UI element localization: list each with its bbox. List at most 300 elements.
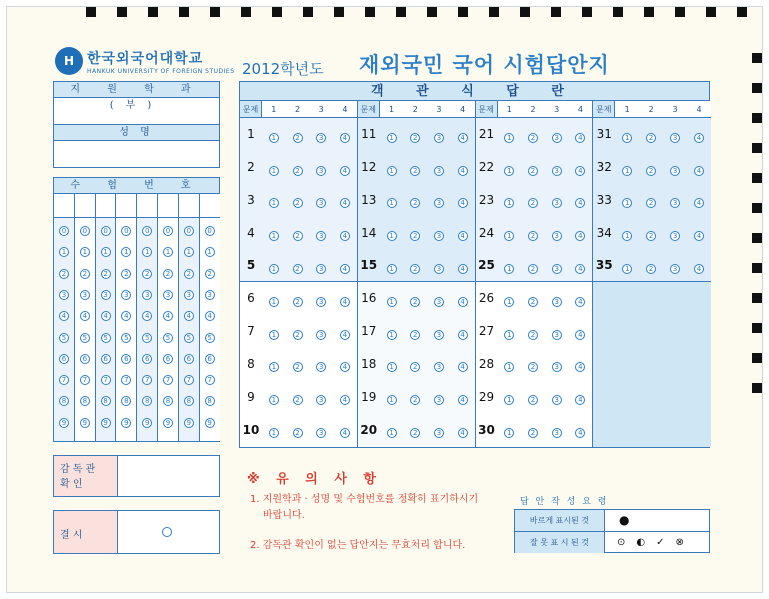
- answer-bubble[interactable]: 1: [504, 133, 514, 143]
- timing-mark: [752, 353, 762, 363]
- timing-mark: [752, 53, 762, 63]
- exam-number-bubble[interactable]: 9: [121, 418, 131, 428]
- answer-bubble[interactable]: 2: [293, 166, 303, 176]
- answer-bubble[interactable]: 1: [504, 166, 514, 176]
- exam-number-bubble[interactable]: 8: [80, 396, 90, 406]
- exam-number-digit-box[interactable]: [158, 194, 178, 218]
- answer-bubble[interactable]: 2: [646, 133, 656, 143]
- answer-section-title: 객 관 식 답 란: [240, 82, 709, 101]
- answer-bubble[interactable]: 3: [434, 362, 444, 372]
- exam-number-bubble[interactable]: 2: [142, 269, 152, 279]
- answer-bubble[interactable]: 2: [293, 198, 303, 208]
- answer-bubble[interactable]: 4: [458, 264, 468, 274]
- supervisor-box: [53, 455, 220, 497]
- choice-header: 4: [342, 105, 348, 114]
- answer-bubble[interactable]: 2: [646, 198, 656, 208]
- timing-mark: [303, 7, 313, 17]
- exam-number-column: [96, 194, 117, 441]
- exam-number-bubble[interactable]: 6: [59, 354, 69, 364]
- timing-mark: [210, 7, 220, 17]
- question-number: 23: [478, 192, 495, 207]
- answer-bubble[interactable]: 1: [387, 395, 397, 405]
- exam-number-bubble[interactable]: 3: [59, 290, 69, 300]
- question-header: 문제: [358, 101, 380, 117]
- exam-number-bubble[interactable]: 4: [101, 311, 111, 321]
- answer-bubble[interactable]: 1: [504, 198, 514, 208]
- exam-number-digit-box[interactable]: [137, 194, 157, 218]
- timing-mark: [582, 7, 592, 17]
- answer-bubble[interactable]: 1: [387, 297, 397, 307]
- answer-bubble[interactable]: 1: [387, 166, 397, 176]
- answer-bubble[interactable]: 2: [410, 264, 420, 274]
- exam-number-bubble[interactable]: 2: [184, 269, 194, 279]
- answer-bubble[interactable]: 2: [410, 166, 420, 176]
- question-number: 4: [247, 225, 255, 240]
- page-title: 재외국민 국어 시험답안지: [359, 53, 610, 77]
- answer-bubble[interactable]: 4: [575, 133, 585, 143]
- answer-bubble[interactable]: 3: [434, 231, 444, 241]
- answer-bubble[interactable]: 1: [504, 428, 514, 438]
- exam-number-bubble[interactable]: 4: [59, 311, 69, 321]
- exam-number-bubble[interactable]: 9: [184, 418, 194, 428]
- answer-bubble[interactable]: 1: [504, 362, 514, 372]
- choice-header: 3: [554, 105, 560, 114]
- answer-bubble[interactable]: 2: [528, 198, 538, 208]
- answer-bubble[interactable]: 1: [504, 330, 514, 340]
- answer-bubble[interactable]: 3: [316, 133, 326, 143]
- answer-bubble[interactable]: 3: [434, 198, 444, 208]
- answer-bubble[interactable]: 4: [458, 231, 468, 241]
- answer-bubble[interactable]: 2: [646, 166, 656, 176]
- answer-block: [593, 101, 711, 447]
- notice-item-2: 2. 감독관 확인이 없는 답안지는 무효처리 합니다.: [250, 540, 466, 551]
- answer-bubble[interactable]: 3: [316, 166, 326, 176]
- answer-bubble[interactable]: 4: [458, 428, 468, 438]
- answer-bubble[interactable]: 2: [410, 231, 420, 241]
- exam-number-bubble[interactable]: 1: [142, 247, 152, 257]
- answer-bubble[interactable]: 3: [316, 428, 326, 438]
- answer-bubble[interactable]: 4: [340, 231, 350, 241]
- dept-label: 지 원 학 과 (부): [54, 82, 219, 98]
- answer-bubble[interactable]: 1: [622, 231, 632, 241]
- question-header: 문제: [593, 101, 615, 117]
- choice-header: 2: [530, 105, 536, 114]
- exam-number-bubble[interactable]: 1: [121, 247, 131, 257]
- answer-bubble[interactable]: 4: [575, 362, 585, 372]
- answer-bubble[interactable]: 2: [528, 133, 538, 143]
- question-number: 22: [478, 160, 495, 175]
- exam-number-digit-box[interactable]: [75, 194, 95, 218]
- answer-row: [358, 118, 475, 151]
- answer-bubble[interactable]: 2: [410, 297, 420, 307]
- answer-bubble[interactable]: 3: [552, 133, 562, 143]
- answer-bubble[interactable]: 1: [387, 133, 397, 143]
- exam-number-bubble[interactable]: 0: [205, 226, 215, 236]
- answer-bubble[interactable]: 3: [316, 264, 326, 274]
- exam-number-bubble[interactable]: 3: [80, 290, 90, 300]
- answer-bubble[interactable]: 1: [504, 395, 514, 405]
- answer-bubble[interactable]: 4: [694, 264, 704, 274]
- answer-bubble[interactable]: 3: [316, 395, 326, 405]
- answer-bubble[interactable]: 2: [528, 362, 538, 372]
- answer-bubble[interactable]: 1: [504, 231, 514, 241]
- answer-bubble[interactable]: 4: [340, 330, 350, 340]
- exam-number-bubble[interactable]: 8: [163, 396, 173, 406]
- answer-bubble[interactable]: 1: [387, 198, 397, 208]
- answer-bubble[interactable]: 2: [646, 264, 656, 274]
- timing-mark: [752, 143, 762, 153]
- question-number: 25: [478, 258, 495, 273]
- exam-number-bubble[interactable]: 5: [59, 333, 69, 343]
- exam-number-bubble[interactable]: 3: [163, 290, 173, 300]
- answer-bubble[interactable]: 2: [293, 362, 303, 372]
- answer-bubble[interactable]: 1: [504, 264, 514, 274]
- exam-number-bubble[interactable]: 2: [205, 269, 215, 279]
- exam-number-bubble[interactable]: 6: [121, 354, 131, 364]
- exam-number-bubble[interactable]: 7: [80, 375, 90, 385]
- exam-number-bubble[interactable]: 5: [163, 333, 173, 343]
- exam-number-bubble[interactable]: 8: [121, 396, 131, 406]
- answer-bubble[interactable]: 4: [458, 362, 468, 372]
- answer-bubble[interactable]: 1: [269, 362, 279, 372]
- answer-bubble[interactable]: 2: [410, 362, 420, 372]
- timing-mark: [117, 7, 127, 17]
- answer-bubble[interactable]: 4: [575, 297, 585, 307]
- exam-number-bubble[interactable]: 1: [184, 247, 194, 257]
- answer-row: [476, 348, 593, 381]
- answer-bubble[interactable]: 4: [340, 133, 350, 143]
- answer-bubble[interactable]: 3: [670, 166, 680, 176]
- exam-number-bubble[interactable]: 8: [142, 396, 152, 406]
- answer-row: [476, 151, 593, 184]
- answer-bubble[interactable]: 2: [528, 297, 538, 307]
- answer-row: [358, 413, 475, 446]
- exam-number-bubble[interactable]: 7: [59, 375, 69, 385]
- answer-bubble[interactable]: 3: [434, 297, 444, 307]
- exam-number-bubble[interactable]: 3: [184, 290, 194, 300]
- answer-bubble[interactable]: 3: [552, 330, 562, 340]
- exam-number-bubble[interactable]: 5: [205, 333, 215, 343]
- exam-number-digit-box[interactable]: [179, 194, 199, 218]
- answer-bubble[interactable]: 4: [458, 330, 468, 340]
- exam-number-bubble[interactable]: 8: [101, 396, 111, 406]
- exam-number-bubble[interactable]: 0: [184, 226, 194, 236]
- exam-number-bubble[interactable]: 7: [184, 375, 194, 385]
- exam-number-bubble[interactable]: 9: [205, 418, 215, 428]
- answer-bubble[interactable]: 2: [410, 133, 420, 143]
- answer-bubble[interactable]: 3: [316, 198, 326, 208]
- answer-bubble[interactable]: 3: [552, 395, 562, 405]
- question-number: 16: [361, 291, 377, 306]
- exam-number-bubble[interactable]: 7: [163, 375, 173, 385]
- question-number: 20: [360, 422, 378, 437]
- question-number: 13: [361, 192, 377, 207]
- exam-number-bubble[interactable]: 7: [142, 375, 152, 385]
- answer-bubble[interactable]: 3: [316, 297, 326, 307]
- answer-bubble[interactable]: 1: [269, 330, 279, 340]
- exam-number-bubble[interactable]: 4: [121, 311, 131, 321]
- answer-bubble[interactable]: 1: [387, 362, 397, 372]
- exam-number-bubble[interactable]: 2: [80, 269, 90, 279]
- answer-bubble[interactable]: 2: [528, 166, 538, 176]
- answer-bubble[interactable]: 4: [575, 428, 585, 438]
- exam-number-bubble[interactable]: 0: [101, 226, 111, 236]
- answer-bubble[interactable]: 3: [316, 362, 326, 372]
- answer-bubble[interactable]: 2: [528, 231, 538, 241]
- question-number: 12: [361, 160, 377, 175]
- answer-bubble[interactable]: 4: [340, 395, 350, 405]
- exam-number-digit-box[interactable]: [96, 194, 116, 218]
- question-number: 1: [247, 127, 255, 142]
- exam-number-column: [75, 194, 96, 441]
- answer-bubble[interactable]: 3: [670, 133, 680, 143]
- exam-number-bubble[interactable]: 4: [184, 311, 194, 321]
- exam-number-bubble[interactable]: 1: [101, 247, 111, 257]
- answer-bubble[interactable]: 3: [670, 264, 680, 274]
- exam-number-bubble[interactable]: 8: [59, 396, 69, 406]
- question-number: 28: [478, 356, 495, 371]
- exam-number-bubble[interactable]: 3: [205, 290, 215, 300]
- answer-bubble[interactable]: 1: [269, 198, 279, 208]
- answer-bubble[interactable]: 3: [552, 362, 562, 372]
- exam-number-bubble[interactable]: 8: [205, 396, 215, 406]
- timing-mark: [752, 263, 762, 273]
- answer-bubble[interactable]: 4: [694, 231, 704, 241]
- answer-bubble[interactable]: 4: [575, 231, 585, 241]
- exam-number-bubble[interactable]: 7: [205, 375, 215, 385]
- choice-header: 4: [577, 105, 583, 114]
- answer-bubble[interactable]: 3: [552, 231, 562, 241]
- answer-bubble[interactable]: 3: [434, 330, 444, 340]
- question-number: 2: [247, 160, 255, 175]
- answer-bubble[interactable]: 3: [434, 428, 444, 438]
- answer-bubble[interactable]: 1: [269, 133, 279, 143]
- answer-bubble[interactable]: 4: [575, 395, 585, 405]
- answer-bubble[interactable]: 3: [552, 166, 562, 176]
- answer-bubble[interactable]: 4: [575, 198, 585, 208]
- answer-bubble[interactable]: 1: [622, 166, 632, 176]
- exam-number-column: [116, 194, 137, 441]
- answer-bubble[interactable]: 2: [528, 428, 538, 438]
- answer-bubble[interactable]: 1: [387, 428, 397, 438]
- answer-block: [240, 101, 358, 447]
- exam-number-bubble[interactable]: 7: [121, 375, 131, 385]
- exam-number-bubble[interactable]: 0: [121, 226, 131, 236]
- exam-number-bubble[interactable]: 9: [80, 418, 90, 428]
- exam-number-digit-box[interactable]: [116, 194, 136, 218]
- answer-bubble[interactable]: 2: [410, 428, 420, 438]
- absent-bubble[interactable]: [162, 527, 172, 537]
- answer-bubble[interactable]: 1: [269, 231, 279, 241]
- exam-number-bubble[interactable]: 6: [163, 354, 173, 364]
- answer-bubble[interactable]: 3: [670, 231, 680, 241]
- exam-number-bubble[interactable]: 9: [142, 418, 152, 428]
- question-number: 6: [247, 291, 255, 306]
- answer-bubble[interactable]: 1: [387, 330, 397, 340]
- answer-bubble[interactable]: 4: [458, 133, 468, 143]
- answer-bubble[interactable]: 1: [269, 428, 279, 438]
- answer-bubble[interactable]: 2: [293, 297, 303, 307]
- wrong-mark-examples-icon: ⊙◐✓⊗: [617, 537, 695, 548]
- answer-bubble[interactable]: 3: [552, 198, 562, 208]
- exam-number-bubble[interactable]: 1: [80, 247, 90, 257]
- answer-bubble[interactable]: 1: [622, 133, 632, 143]
- answer-bubble[interactable]: 3: [434, 395, 444, 405]
- timing-mark: [752, 233, 762, 243]
- exam-number-bubble[interactable]: 6: [184, 354, 194, 364]
- timing-mark: [458, 7, 468, 17]
- exam-number-bubble[interactable]: 0: [142, 226, 152, 236]
- answer-bubble[interactable]: 2: [293, 264, 303, 274]
- answer-bubble[interactable]: 4: [575, 166, 585, 176]
- answer-row: [358, 380, 475, 413]
- timing-mark: [396, 7, 406, 17]
- exam-number-bubble[interactable]: 5: [142, 333, 152, 343]
- exam-number-bubble[interactable]: 2: [163, 269, 173, 279]
- answer-bubble[interactable]: 2: [293, 133, 303, 143]
- answer-bubble[interactable]: 1: [504, 297, 514, 307]
- answer-bubble[interactable]: 3: [434, 166, 444, 176]
- name-field[interactable]: [54, 141, 219, 167]
- answer-row: [240, 380, 357, 413]
- exam-number-bubble[interactable]: 6: [101, 354, 111, 364]
- answer-bubble[interactable]: 2: [410, 198, 420, 208]
- exam-number-bubble[interactable]: 8: [184, 396, 194, 406]
- answer-bubble[interactable]: 4: [458, 395, 468, 405]
- marking-guide-title: 답 안 작 성 요 령: [520, 497, 609, 507]
- answer-bubble[interactable]: 2: [410, 330, 420, 340]
- exam-number-bubble[interactable]: 6: [142, 354, 152, 364]
- exam-number-bubble[interactable]: 3: [142, 290, 152, 300]
- question-number: 29: [478, 389, 495, 404]
- answer-row: [358, 315, 475, 348]
- question-header: 문제: [476, 101, 498, 117]
- answer-row: [476, 380, 593, 413]
- exam-year: 2012학년도: [242, 60, 324, 78]
- question-number: 10: [242, 422, 260, 437]
- answer-bubble[interactable]: 2: [293, 428, 303, 438]
- exam-number-bubble[interactable]: 5: [184, 333, 194, 343]
- answer-bubble[interactable]: 4: [575, 330, 585, 340]
- timing-mark: [644, 7, 654, 17]
- answer-bubble[interactable]: 3: [434, 133, 444, 143]
- answer-bubble[interactable]: 2: [528, 330, 538, 340]
- answer-bubble[interactable]: 2: [528, 264, 538, 274]
- answer-bubble[interactable]: 1: [269, 297, 279, 307]
- answer-bubble[interactable]: 1: [269, 264, 279, 274]
- answer-bubble[interactable]: 4: [694, 198, 704, 208]
- exam-number-bubble[interactable]: 4: [205, 311, 215, 321]
- exam-number-bubble[interactable]: 0: [59, 226, 69, 236]
- answer-row: [593, 118, 711, 151]
- answer-bubble[interactable]: 3: [552, 428, 562, 438]
- exam-number-bubble[interactable]: 9: [163, 418, 173, 428]
- answer-bubble[interactable]: 4: [340, 198, 350, 208]
- answer-bubble[interactable]: 4: [458, 297, 468, 307]
- exam-number-bubble[interactable]: 9: [101, 418, 111, 428]
- timing-mark: [752, 293, 762, 303]
- answer-bubble[interactable]: 4: [340, 264, 350, 274]
- exam-number-bubble[interactable]: 4: [80, 311, 90, 321]
- answer-bubble[interactable]: 1: [387, 264, 397, 274]
- answer-bubble[interactable]: 2: [293, 231, 303, 241]
- answer-bubble[interactable]: 4: [694, 133, 704, 143]
- answer-bubble[interactable]: 4: [458, 166, 468, 176]
- exam-number-bubble[interactable]: 1: [205, 247, 215, 257]
- exam-number-bubble[interactable]: 0: [163, 226, 173, 236]
- exam-number-bubble[interactable]: 2: [121, 269, 131, 279]
- correct-mark-label: 바르게 표시된 것: [515, 510, 605, 531]
- answer-bubble[interactable]: 3: [434, 264, 444, 274]
- question-number: 33: [596, 192, 612, 207]
- exam-number-bubble[interactable]: 3: [121, 290, 131, 300]
- answer-bubble[interactable]: 2: [293, 395, 303, 405]
- exam-number-digit-box[interactable]: [200, 194, 221, 218]
- exam-number-bubble[interactable]: 3: [101, 290, 111, 300]
- question-number: 5: [246, 258, 256, 273]
- answer-bubble[interactable]: 3: [552, 297, 562, 307]
- answer-bubble[interactable]: 2: [293, 330, 303, 340]
- exam-number-bubble[interactable]: 5: [101, 333, 111, 343]
- choice-header: 1: [506, 105, 512, 114]
- answer-bubble[interactable]: 4: [694, 166, 704, 176]
- exam-number-bubble[interactable]: 2: [101, 269, 111, 279]
- exam-number-bubble[interactable]: 6: [80, 354, 90, 364]
- answer-row: [358, 151, 475, 184]
- exam-number-bubble[interactable]: 4: [142, 311, 152, 321]
- exam-number-bubble[interactable]: 7: [101, 375, 111, 385]
- answer-bubble[interactable]: 2: [646, 231, 656, 241]
- answer-bubble[interactable]: 3: [552, 264, 562, 274]
- choice-header: 1: [389, 105, 395, 114]
- answer-bubble[interactable]: 4: [340, 297, 350, 307]
- answer-bubble[interactable]: 1: [269, 166, 279, 176]
- exam-number-bubble[interactable]: 1: [163, 247, 173, 257]
- answer-bubble[interactable]: 1: [622, 264, 632, 274]
- answer-grid: [239, 81, 710, 448]
- answer-bubble[interactable]: 3: [316, 231, 326, 241]
- answer-bubble[interactable]: 3: [670, 198, 680, 208]
- exam-number-bubble[interactable]: 2: [59, 269, 69, 279]
- answer-bubble[interactable]: 4: [340, 166, 350, 176]
- exam-number-bubble[interactable]: 4: [163, 311, 173, 321]
- exam-number-bubble[interactable]: 5: [121, 333, 131, 343]
- answer-bubble[interactable]: 4: [340, 362, 350, 372]
- exam-number-bubble[interactable]: 9: [59, 418, 69, 428]
- answer-bubble[interactable]: 4: [575, 264, 585, 274]
- answer-bubble[interactable]: 4: [340, 428, 350, 438]
- exam-number-bubble[interactable]: 1: [59, 247, 69, 257]
- answer-bubble[interactable]: 1: [269, 395, 279, 405]
- answer-row: [358, 184, 475, 217]
- exam-number-digit-box[interactable]: [54, 194, 74, 218]
- answer-bubble[interactable]: 2: [410, 395, 420, 405]
- answer-bubble[interactable]: 1: [622, 198, 632, 208]
- supervisor-signature-field[interactable]: [118, 456, 219, 496]
- answer-bubble[interactable]: 4: [458, 198, 468, 208]
- answer-bubble[interactable]: 1: [387, 231, 397, 241]
- absent-label: 결 시: [54, 511, 118, 553]
- university-name: 한국외국어대학교: [87, 50, 204, 67]
- exam-number-bubble[interactable]: 6: [205, 354, 215, 364]
- university-logo: [55, 47, 235, 75]
- answer-bubble[interactable]: 3: [316, 330, 326, 340]
- confirm-label: 확 인: [60, 479, 83, 490]
- answer-bubble[interactable]: 2: [528, 395, 538, 405]
- exam-number-bubble[interactable]: 0: [80, 226, 90, 236]
- question-number: 8: [247, 356, 255, 371]
- exam-number-bubble[interactable]: 5: [80, 333, 90, 343]
